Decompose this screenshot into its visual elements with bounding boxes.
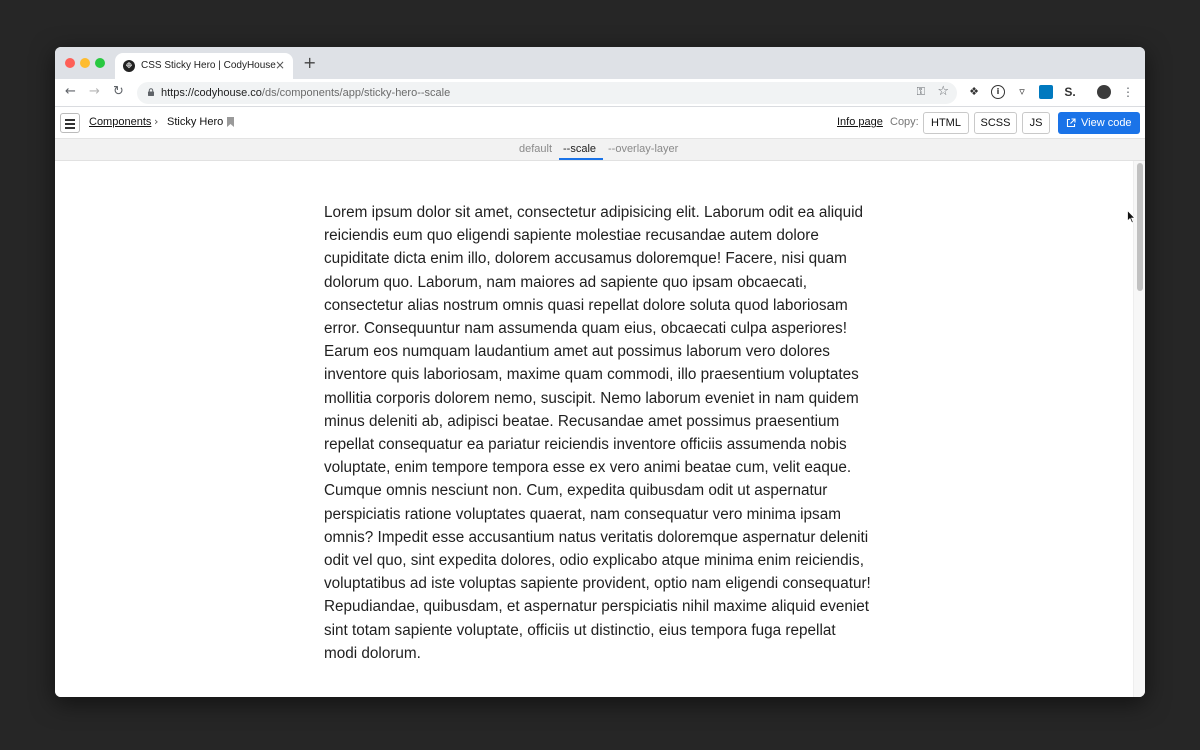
s-extension-icon[interactable]: S.: [1064, 85, 1076, 99]
profile-avatar[interactable]: [1097, 85, 1111, 99]
hamburger-line: [65, 127, 75, 129]
mouse-pointer-icon: [1127, 210, 1136, 224]
scrollbar[interactable]: [1133, 161, 1145, 697]
tab-overlay-layer[interactable]: --overlay-layer: [608, 143, 679, 155]
copy-scss-button[interactable]: SCSS: [974, 112, 1017, 134]
view-code-button[interactable]: [1058, 112, 1140, 134]
minimize-window-button[interactable]: [80, 58, 90, 68]
maximize-window-button[interactable]: [95, 58, 105, 68]
tab-scale[interactable]: --scale: [563, 143, 597, 155]
reload-icon[interactable]: ↻: [113, 84, 124, 99]
hamburger-line: [65, 123, 75, 125]
view-code-label: View code: [1081, 117, 1132, 129]
new-tab-button[interactable]: +: [303, 53, 317, 72]
lorem-paragraph: Lorem ipsum dolor sit amet, consectetur adipisicing elit. Laborum odit ea aliquid reiciendis eum quo eligendi sapiente molestiae recusandae autem dolore cupiditate dicta enim illo, dolorem accusamus doloremque! Facere, nisi quam dolorum quo. Laborum, nam maiores ad sapiente quo ipsam obcaecati, consectetur alias nostrum omnis quasi repellat dolore soluta quod laboriosam error. Consequuntur nam assumenda quam eius, obcaecati culpa asperiores! Earum eos numquam laudantium amet aut possimus laborum vero dolores inventore quis laboriosam, maxime quam commodi, illo praesentium voluptates mollitia corporis dolorem nemo, suscipit. Nemo laborum eveniet in nam quidem minus deleniti ab, adipisci beatae. Recusandae amet possimus praesentium repellat consequatur ea pariatur reiciendis inventore officiis assumenda nobis voluptate, enim tempore tempora esse ex vero animi beatae cum, velit eaque. Cumque omnis nesciunt non. Cum, expedita quibusdam odit ut aspernatur perspiciatis ratione voluptates quaerat, nam consequatur vero minima ipsam omnis? Impedit esse accusantium natus veritatis doloremque aspernatur deleniti odit vel quo, sint expedita dolores, odio explicabo atque minima enim reiciendis, voluptatibus ad iste voluptas sapiente provident, optio nam eligendi consequatur! Repudiandae, quibusdam, et aspernatur perspiciatis nihil maxime aliquid eveniet sint totam sapiente voluptate, officiis ut distinctio, eius tempora fuga repellat modi dolorum.: [324, 204, 871, 662]
lock-icon: [147, 88, 155, 96]
bookmark-star-icon[interactable]: ☆: [937, 84, 949, 99]
browser-menu-icon[interactable]: ⋮: [1122, 85, 1134, 99]
url-text: [161, 87, 450, 99]
scrollbar-thumb[interactable]: [1137, 163, 1143, 291]
browser-tab[interactable]: [115, 53, 293, 79]
tab-default[interactable]: default: [519, 143, 553, 155]
breadcrumb-components-link[interactable]: Components: [89, 116, 152, 128]
tab-title: CSS Sticky Hero | CodyHouse: [141, 60, 276, 71]
chevron-right-icon: ›: [154, 115, 159, 128]
breadcrumb-current: Sticky Hero: [167, 116, 224, 128]
copy-js-button[interactable]: JS: [1022, 112, 1050, 134]
trello-extension-icon[interactable]: [1039, 85, 1053, 99]
active-tab-indicator: [559, 158, 603, 160]
hamburger-line: [65, 119, 75, 121]
key-icon[interactable]: ⚿: [916, 85, 925, 98]
codyhouse-favicon-icon: ❉: [123, 60, 135, 72]
tab-strip: [55, 47, 1145, 79]
browser-window: [55, 47, 1145, 697]
address-bar[interactable]: [137, 82, 957, 104]
copy-html-button[interactable]: HTML: [923, 112, 969, 134]
site-toolbar: [55, 107, 1145, 139]
info-extension-icon[interactable]: i: [991, 85, 1005, 99]
url-host: https://codyhouse.co: [161, 87, 262, 99]
copy-label: Copy:: [890, 116, 919, 128]
variant-tabs: [55, 139, 1145, 161]
bookmark-icon[interactable]: [227, 117, 234, 127]
forward-arrow-icon[interactable]: →: [89, 84, 100, 99]
tab-close-icon[interactable]: ×: [274, 58, 285, 72]
demo-content: [55, 161, 1135, 697]
close-window-button[interactable]: [65, 58, 75, 68]
back-arrow-icon[interactable]: ←: [65, 84, 76, 99]
hamburger-menu-icon[interactable]: [60, 113, 80, 133]
info-page-link[interactable]: Info page: [837, 116, 883, 128]
layers-extension-icon[interactable]: ❖: [969, 85, 979, 98]
address-bar-row: [55, 79, 1145, 107]
url-path: /ds/components/app/sticky-hero--scale: [261, 87, 451, 99]
external-link-icon: [1066, 118, 1076, 128]
pocket-extension-icon[interactable]: ▿: [1019, 85, 1025, 98]
